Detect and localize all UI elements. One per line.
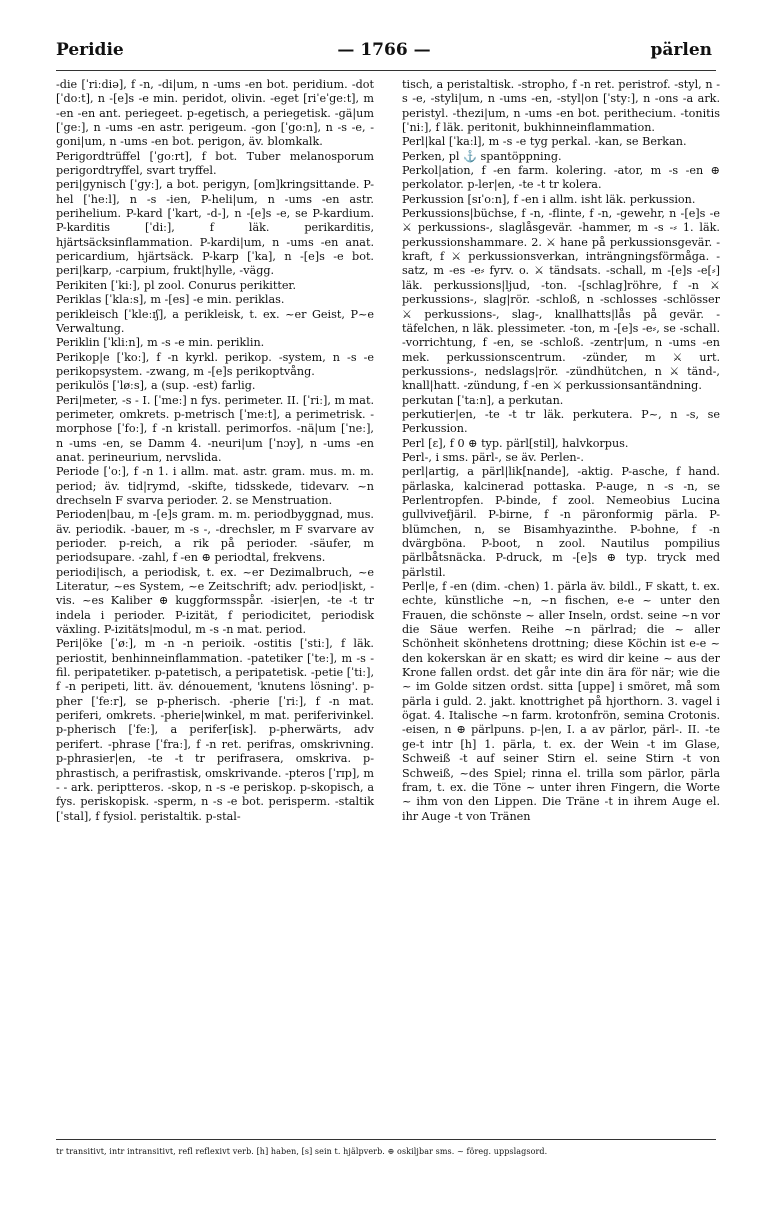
entry-paragraph: Periklin [ˈkliːn], m -s -e min. periklin. xyxy=(56,336,265,350)
header-rule xyxy=(56,70,716,71)
entry-paragraph: perkutan [ˈtaːn], a perkutan. xyxy=(402,393,564,407)
entry-paragraph: Perkol|ation, f -en farm. kolering. -ator, m -s -en ⊕ perkolator. p-ler|en, -te -t tr kolera. xyxy=(402,164,720,192)
entry-paragraph: Perl [ɛ], f 0 ⊕ typ. pärl[stil], halvkorpus. xyxy=(402,436,629,450)
entry-paragraph: Peri|meter, -s - I. [ˈmeː] n fys. perimeter. II. [ˈriː], m mat. perimeter, omkrets. p-metrisch [ˈmeːt], a perimetrisk. -morphose [ˈfoː], f -n kristall. perimorfos. -nä|um [ˈneː], n -ums -en, se Damm 4. -neuri|um [ˈnɔy], n -ums -en anat. perineurium, nervslida. xyxy=(56,393,374,464)
footer-rule xyxy=(56,1139,716,1140)
entry-paragraph: Periode [ˈoː], f -n 1. i allm. mat. astr. gram. mus. m. m. period; äv. tid|rymd, -skifte, tidsskede, tidevarv. ~n drechseln F svarva perioder. 2. se Menstruation. xyxy=(56,465,374,507)
entry-paragraph: Peri|öke [ˈøː], m -n -n perioik. -ostitis [ˈstiː], f läk. periostit, benhinneinflammation. -patetiker [ˈteː], m -s - fil. peripatetiker. p-patetisch, a peripatetisk. -petie [ˈtiː], f -n peripeti, litt. äv. dénouement, 'knutens lösning'. p-pher [ˈfeːr], se p-pherisch. -pherie [ˈriː], f -n mat. periferi, omkrets. -pherie|winkel, m mat. periferivinkel. p-pherisch [ˈfeː], a perifer[isk]. p-pherwärts, adv perifert. -phrase [ˈfraː], f -n ret. perifras, omskrivning. p-phrasier|en, -te -t tr perifrasera, omskriva. p-phrastisch, a perifrastisk, omskrivande. -pteros [ˈrɪp], m - - ark. periptteros. -skop, n -s -e periskop. p-skopisch, a fys. periskopisk. -sperm, n -s -e bot. perisperm. -staltik [ˈstal], f fysiol. peristaltik. p-stal- xyxy=(56,637,374,823)
entry-paragraph: Perl|kal [ˈkaːl], m -s -e tyg perkal. -kan, se Berkan. xyxy=(402,135,687,149)
entry-paragraph: perikleisch [ˈkleːɪʃ], a perikleisk, t. ex. ~er Geist, P~e Verwaltung. xyxy=(56,307,374,335)
left-column xyxy=(56,78,374,824)
page-header xyxy=(56,40,712,68)
entry-paragraph: periodi|isch, a periodisk, t. ex. ~er Dezimalbruch, ~e Literatur, ~es System, ~e Zeitschrift; adv. period|iskt, -vis. ~es Kaliber ⊕ kuggformsspår. -isier|en, -te -t tr indela i perioder. P-izität, f periodicitet, periodisk växling. P-izitäts|modul, m -s -n mat. period. xyxy=(56,565,374,637)
entry-paragraph: Perioden|bau, m -[e]s gram. m. m. periodbyggnad, mus. äv. periodik. -bauer, m -s -, -drechsler, m F svarvare av perioder. p-reich, a rik på perioder. -säufer, m periodsupare. -zahl, f -en ⊕ periodtal, frekvens. xyxy=(56,508,374,565)
entry-paragraph: Perl-, i sms. pärl-, se äv. Perlen-. xyxy=(402,450,584,464)
entry-paragraph: peri|gynisch [ˈgyː], a bot. perigyn, [om]kringsittande. P-hel [ˈheːl], n -s -ien, P-heli|um, n -ums -en astr. perihelium. P-kard [ˈkart, -d-], n -[e]s -e, se P-kardium. P-karditis [ˈdiː], f läk. perikarditis, hjärtsäcksinflammation. P-kardi|um, n -ums -en anat. pericardium, hjärtsäck. P-karp [ˈka], n -[e]s -e bot. peri|karp, -carpium, frukt|hylle, -vägg. xyxy=(56,178,374,278)
entry-paragraph: Perken, pl ⚓ spantöppning. xyxy=(402,149,562,163)
entry-paragraph: Perigordtrüffel [ˈgoːrt], f bot. Tuber melanosporum perigordtryffel, svart tryffel. xyxy=(56,149,374,178)
entry-paragraph: Periklas [ˈklaːs], m -[es] -e min. periklas. xyxy=(56,293,285,307)
entry-paragraph: perkutier|en, -te -t tr läk. perkutera. P~, n -s, se Perkussion. xyxy=(402,407,720,436)
entry-paragraph: perl|artig, a pärl|lik[nande], -aktig. P-asche, f hand. pärlaska, kalcinerad pottaska. P-auge, n -s -n, se Perlentropfen. P-binde, f zool. Nemeobius Lucina gullvivefjäril. P-birne, f -n päronformig pärla. P-blümchen, n, se Bisamhyazinthe. P-bohne, f -n dvärgböna. P-boot, n zool. Nautilus pompilius pärlbåtsnäcka. P-druck, m -[e]s ⊕ typ. tryck med pärlstil. xyxy=(402,465,720,579)
entry-paragraph: Perikiten [ˈkiː], pl zool. Conurus perikitter. xyxy=(56,278,297,292)
abbreviation-key-footer: tr transitivt, intr intransitivt, refl reflexivt verb. [h] haben, [s] sein t. hjälpverb. ⊕ oskiljbar sms. ~ föreg. uppslagsord. xyxy=(56,1147,548,1156)
page-number: — 1766 — xyxy=(337,40,431,60)
entry-paragraph: perikulös [ˈløːs], a (sup. -est) farlig. xyxy=(56,379,256,393)
entry-paragraph: -die [ˈriːdiə], f -n, -di|um, n -ums -en bot. peridium. -dot [ˈdoːt], n -[e]s -e min. peridot, olivin. -eget [riˈeˈgeːt], m -en -en ant. periegeet. p-egetisch, a periegetisk. -gä|um [ˈgeː], n -ums -en astr. perigeum. -gon [ˈgoːn], n -s -e, -goni|um, n -ums -en bot. perigon, äv. blomkalk. xyxy=(56,78,374,149)
entry-paragraph: tisch, a peristaltisk. -stropho, f -n ret. peristrof. -styl, n -s -e, -styli|um, n -ums -en, -styl|on [ˈstyː], n -ons -a ark. peristyl. -thezi|um, n -ums -en bot. perithecium. -tonitis [ˈniː], f läk. peritonit, bukhinneinflammation. xyxy=(402,78,720,135)
header-left-guide-word: Peridie xyxy=(56,40,124,60)
entry-paragraph: Perikop|e [ˈkoː], f -n kyrkl. perikop. -system, n -s -e perikopsystem. -zwang, m -[e]s perikoptvång. xyxy=(56,350,374,378)
entry-paragraph: Perkussion [sɪˈoːn], f -en i allm. isht läk. perkussion. xyxy=(402,192,696,206)
right-column xyxy=(402,78,720,824)
entry-paragraph: Perkussions|büchse, f -n, -flinte, f -n, -gewehr, n -[e]s -e ⚔ perkussions-, slaglåsgevär. -hammer, m -s -⸗ 1. läk. perkussionshammare. 2. ⚔ hane på perkussionsgevär. -kraft, f ⚔ perkussionsverkan, inträngningsförmåga. -satz, m -es -e⸗ fyrv. o. ⚔ tändsats. -schall, m -[e]s -e[⸗] läk. perkussions|ljud, -ton. -[schlag]röhre, f -n ⚔ perkussions-, slag|rör. -schloß, n -schlosses -schlösser ⚔ perkussions-, slag-, knallhatts|lås på gevär. -täfelchen, n läk. plessimeter. -ton, m -[e]s -e⸗, se -schall. -vorrichtung, f -en, se -schloß. -zentr|um, n -ums -en mek. perkussionscentrum. -zünder, m ⚔ urt. perkussions-, nedslags|rör. -zündhütchen, n ⚔ tänd-, knall|hatt. -zündung, f -en ⚔ perkussionsantändning. xyxy=(402,207,720,393)
entry-paragraph: Perl|e, f -en (dim. -chen) 1. pärla äv. bildl., F skatt, t. ex. echte, künstliche ~n, ~n fischen, e-e ~ unter den Frauen, die schönste ~ aller Inseln, ordst. seine ~n vor die Säue werfen. Reihe ~n pärlrad; die ~ aller Schönheit skönhetens drottning; diese Köchin ist e-e ~ den kokerskan är en skatt; es wird dir keine ~ aus der Krone fallen ordst. det går inte din ära för när; wie die ~ im Golde sitzen ordst. sitta [uppe] i smöret, må som pärla i guld. 2. jakt. knottrighet på hjorthorn. 3. vagel i ögat. 4. Italische ~n farm. krotonfrön, semina Crotonis. -eisen, n ⊕ pärlpuns. p-|en, I. a av pärlor, pärl-. II. -te ge-t intr [h] 1. pärla, t. ex. der Wein -t im Glase, Schweiß -t auf seiner Stirn el. seine Stirn -t von Schweiß, ~des Spiel; rinna el. trilla som pärlor, pärla fram, t. ex. die Töne ~ unter ihren Fingern, die Worte ~ ihm von den Lippen. Die Träne -t in ihrem Auge el. ihr Auge -t von Tränen xyxy=(402,580,720,823)
header-right-guide-word: pärlen xyxy=(650,40,712,60)
